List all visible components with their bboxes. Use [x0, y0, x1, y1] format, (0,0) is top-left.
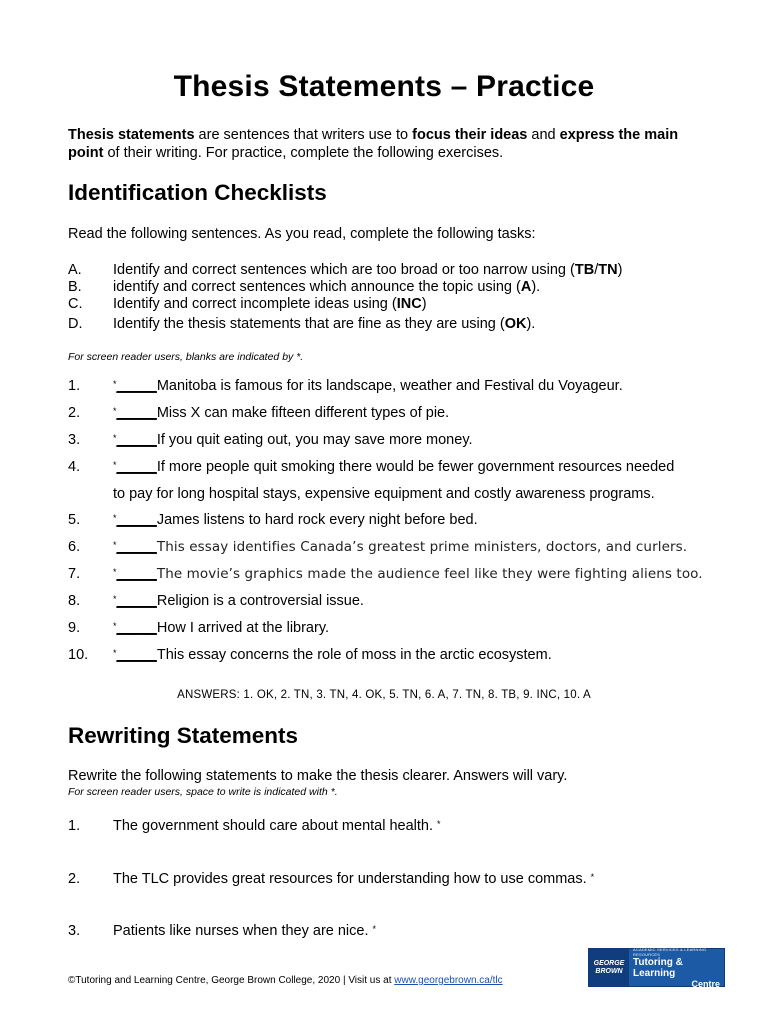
answer-blank: _____ [116, 647, 157, 663]
task-letter: A. [68, 262, 82, 278]
item-number: 2. [68, 871, 81, 887]
answer-blank: _____ [116, 539, 157, 555]
write-space-marker: * [372, 924, 377, 934]
blank-marker: * [113, 567, 117, 577]
list-item [68, 620, 329, 636]
blank-marker: * [113, 513, 117, 523]
list-item [68, 405, 449, 421]
write-space-marker: * [437, 819, 441, 829]
item-continuation: to pay for long hospital stays, expensive equipment and costly awareness programs. [113, 486, 655, 502]
item-sentence: James listens to hard rock every night before bed. [156, 512, 478, 528]
task-text: ). [531, 279, 541, 295]
identification-heading: Identification Checklists [68, 180, 327, 205]
page-title: Thesis Statements – Practice [173, 70, 595, 103]
blank-marker: * [113, 648, 117, 658]
intro-bold-2: focus their ideas [412, 127, 528, 143]
item-sentence: How I arrived at the library. [156, 620, 330, 636]
item-number: 3. [68, 923, 81, 939]
item-number: 4. [68, 459, 81, 475]
task-letter: D. [68, 316, 83, 332]
item-number: 7. [68, 566, 81, 582]
task-text: Identify and correct incomplete ideas using ( [113, 296, 397, 312]
item-number: 5. [68, 512, 81, 528]
answer-blank: _____ [116, 593, 157, 609]
identification-instruction: Read the following sentences. As you read, complete the following tasks: [68, 226, 536, 242]
task-item [68, 262, 622, 279]
intro-bold-3: express the main point [68, 127, 679, 161]
task-text: Identify the thesis statements that are fine as they are using ( [113, 316, 505, 332]
item-number: 6. [68, 539, 81, 555]
list-item [68, 539, 687, 555]
task-text: ) [617, 262, 623, 278]
answer-key: ANSWERS: 1. OK, 2. TN, 3. TN, 4. OK, 5. TN, 6. A, 7. TN, 8. TB, 9. INC, 10. A [177, 689, 591, 701]
task-item [68, 296, 427, 313]
intro-paragraph [68, 126, 708, 162]
item-sentence: If more people quit smoking there would be fewer government resources needed [156, 459, 675, 475]
list-item [68, 593, 364, 609]
rewrite-item [68, 923, 376, 939]
intro-text-1: are sentences that writers use to [194, 127, 413, 143]
item-number: 3. [68, 432, 81, 448]
blank-marker: * [113, 433, 117, 443]
answer-blank: _____ [116, 620, 157, 636]
blank-marker: * [113, 379, 117, 389]
task-text: Identify and correct sentences which are too broad or too narrow using ( [113, 262, 575, 278]
george-brown-logo-mark [589, 949, 629, 986]
blank-marker: * [113, 406, 117, 416]
item-sentence: Patients like nurses when they are nice. [113, 923, 369, 939]
answer-blank: _____ [116, 512, 157, 528]
task-text: identify and correct sentences which announce the topic using ( [113, 279, 521, 295]
blank-marker: * [113, 621, 117, 631]
item-sentence: This essay concerns the role of moss in the arctic ecosystem. [156, 647, 552, 663]
logo-mark-text: BROWN [595, 967, 623, 975]
tlc-logo [588, 948, 725, 987]
task-letter: B. [68, 279, 82, 295]
logo-subtitle: Centre [691, 978, 720, 989]
blank-marker: * [113, 540, 117, 550]
item-sentence: Religion is a controversial issue. [156, 593, 364, 609]
answer-blank: _____ [116, 459, 157, 475]
footer [68, 975, 503, 986]
task-item [68, 279, 540, 296]
task-code: INC [396, 296, 422, 312]
screen-reader-note: For screen reader users, blanks are indicated by *. [68, 351, 304, 363]
rewrite-item [68, 818, 441, 834]
item-number: 1. [68, 378, 81, 394]
item-number: 1. [68, 818, 81, 834]
answer-blank: _____ [116, 378, 157, 394]
task-code: TB [574, 262, 595, 278]
list-item [68, 512, 478, 528]
list-item [68, 432, 473, 448]
item-sentence: The government should care about mental health. [113, 818, 434, 834]
item-sentence: Manitoba is famous for its landscape, weather and Festival du Voyageur. [156, 378, 623, 394]
logo-text-block [629, 946, 724, 989]
screen-reader-note: For screen reader users, space to write is indicated with *. [68, 786, 338, 798]
task-item [68, 316, 535, 333]
task-text: ) [421, 296, 427, 312]
blank-marker: * [113, 594, 117, 604]
rewriting-heading: Rewriting Statements [68, 723, 299, 748]
item-number: 2. [68, 405, 81, 421]
item-sentence: The movie’s graphics made the audience feel like they were fighting aliens too. [156, 566, 703, 582]
footer-text: ©Tutoring and Learning Centre, George Brown College, 2020 | Visit us at [68, 975, 395, 986]
task-code: A [520, 279, 532, 295]
list-item [68, 459, 674, 475]
answer-blank: _____ [116, 432, 157, 448]
item-sentence: If you quit eating out, you may save more money. [156, 432, 473, 448]
task-code: OK [504, 316, 527, 332]
footer-link[interactable]: www.georgebrown.ca/tlc [394, 975, 503, 986]
task-sep: / [594, 262, 599, 278]
logo-mark-text: GEORGE [593, 959, 625, 967]
rewriting-instruction: Rewrite the following statements to make the thesis clearer. Answers will vary. [68, 768, 568, 784]
task-letter: C. [68, 296, 83, 312]
intro-text-2: and [527, 127, 560, 143]
intro-bold-1: Thesis statements [68, 127, 195, 143]
task-code: TN [598, 262, 618, 278]
logo-title: Tutoring & Learning [633, 956, 683, 979]
list-item [68, 566, 703, 582]
rewrite-item [68, 871, 594, 887]
item-sentence: This essay identifies Canada’s greatest prime ministers, doctors, and curlers. [156, 539, 688, 555]
list-item [68, 647, 552, 663]
logo-small-text: ACADEMIC SERVICES & LEARNING RESOURCES [633, 946, 707, 957]
intro-text-3: of their writing. For practice, complete the following exercises. [103, 145, 504, 161]
item-number: 9. [68, 620, 81, 636]
item-number: 10. [68, 647, 89, 663]
answer-blank: _____ [116, 566, 157, 582]
task-text: ). [526, 316, 536, 332]
item-sentence: Miss X can make fifteen different types of pie. [156, 405, 450, 421]
list-item [68, 378, 623, 394]
item-sentence: The TLC provides great resources for understanding how to use commas. [113, 871, 587, 887]
write-space-marker: * [590, 872, 595, 882]
answer-blank: _____ [116, 405, 157, 421]
item-number: 8. [68, 593, 81, 609]
blank-marker: * [113, 460, 117, 470]
